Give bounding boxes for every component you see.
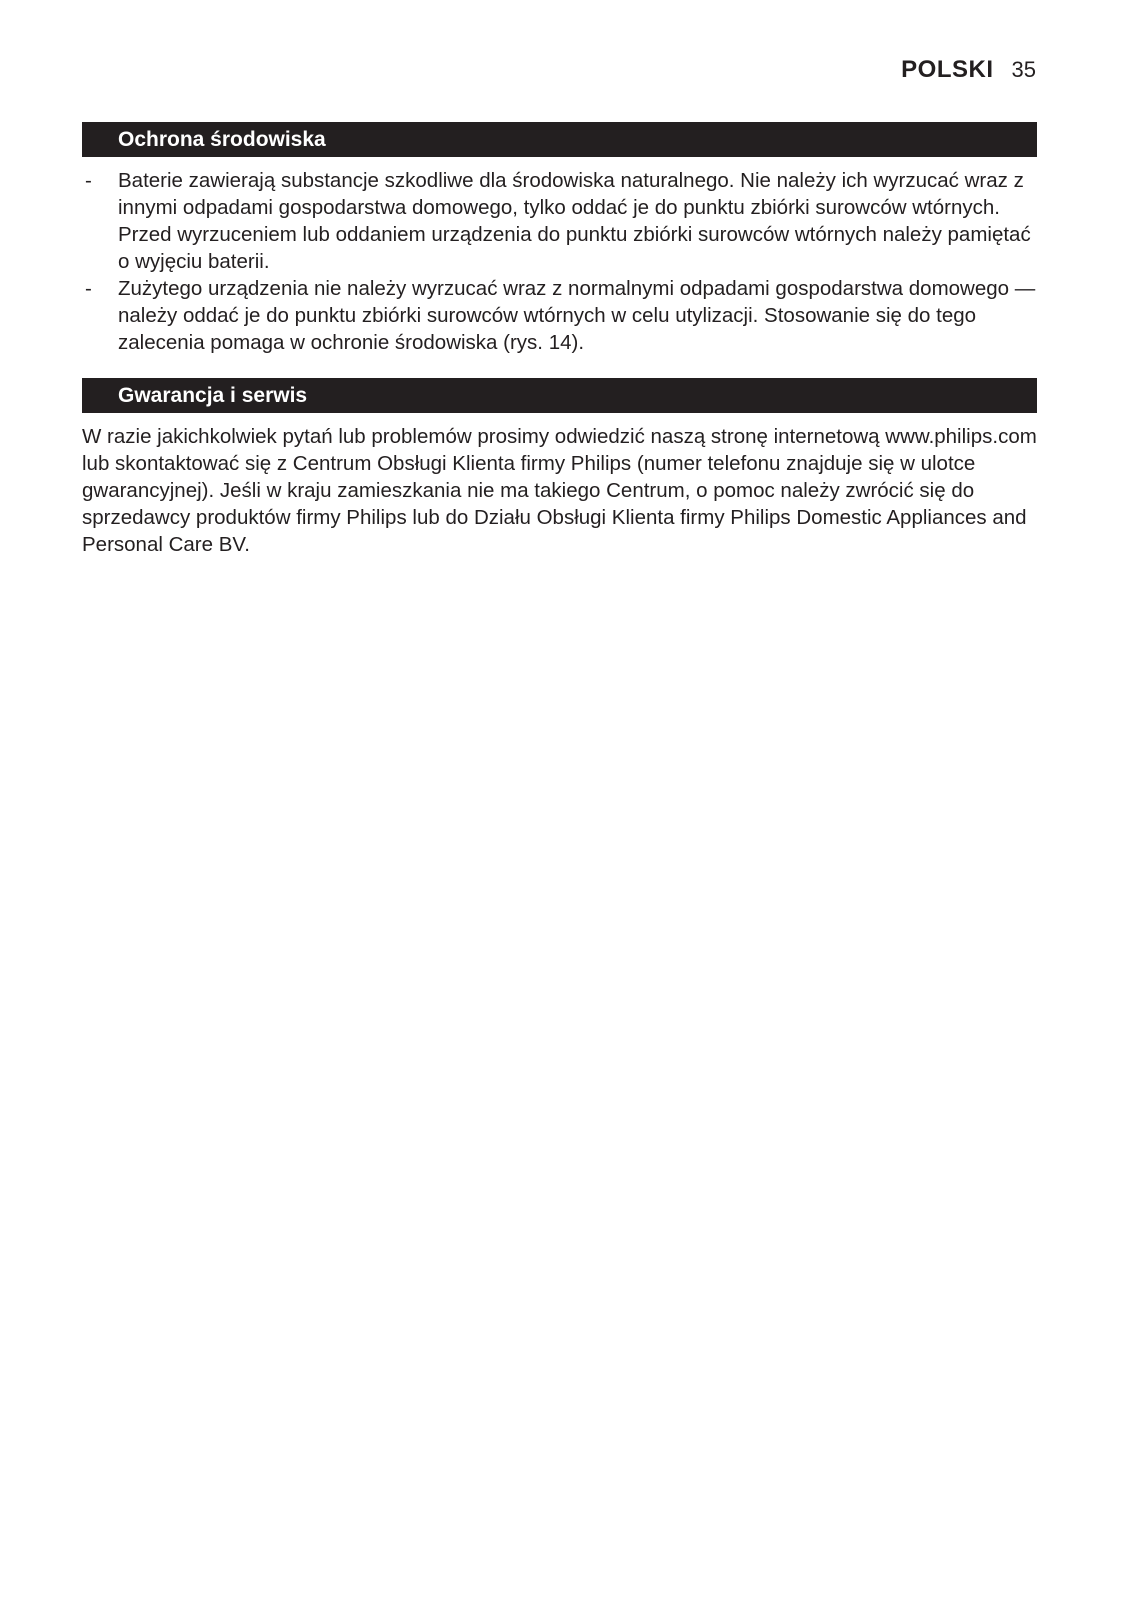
warranty-text-start: W razie jakichkolwiek pytań lub problemów prosimy odwiedzić naszą stronę internetową — [82, 425, 886, 448]
environment-bullet-list — [82, 167, 1042, 356]
list-item — [82, 275, 1042, 356]
language-label: POLSKI — [901, 56, 994, 83]
section-heading-environment: Ochrona środowiska — [82, 122, 1037, 157]
philips-website-link[interactable]: www.philips.com — [885, 425, 1037, 448]
page-header — [901, 56, 1036, 84]
bullet-marker: - — [85, 277, 92, 300]
section-heading-warranty: Gwarancja i serwis — [82, 378, 1037, 413]
list-item — [82, 167, 1042, 275]
page-number: 35 — [1011, 57, 1036, 82]
warranty-paragraph — [82, 423, 1042, 558]
bullet-marker: - — [85, 169, 92, 192]
bullet-text: Zużytego urządzenia nie należy wyrzucać wraz z normalnymi odpadami gospodarstwa domowego — należy oddać je do punktu zbiórki surowców wtórnych w celu utylizacji. Stosowanie się do tego zalecenia pomaga w ochronie środowiska (rys. 14). — [118, 277, 1036, 354]
warranty-text-end: lub skontaktować się z Centrum Obsługi Klienta firmy Philips (numer telefonu znajduje się w ulotce gwarancyjnej). Jeśli w kraju zamieszkania nie ma takiego Centrum, o pomoc należy zwrócić się do sprzedawcy produktów firmy Philips lub do Działu Obsługi Klienta firmy Philips Domestic Appliances and Personal Care BV. — [82, 452, 1027, 556]
bullet-text: Baterie zawierają substancje szkodliwe dla środowiska naturalnego. Nie należy ich wyrzucać wraz z innymi odpadami gospodarstwa domowego, tylko oddać je do punktu zbiórki surowców wtórnych. Przed wyrzuceniem lub oddaniem urządzenia do punktu zbiórki surowców wtórnych należy pamiętać o wyjęciu baterii. — [118, 169, 1031, 273]
